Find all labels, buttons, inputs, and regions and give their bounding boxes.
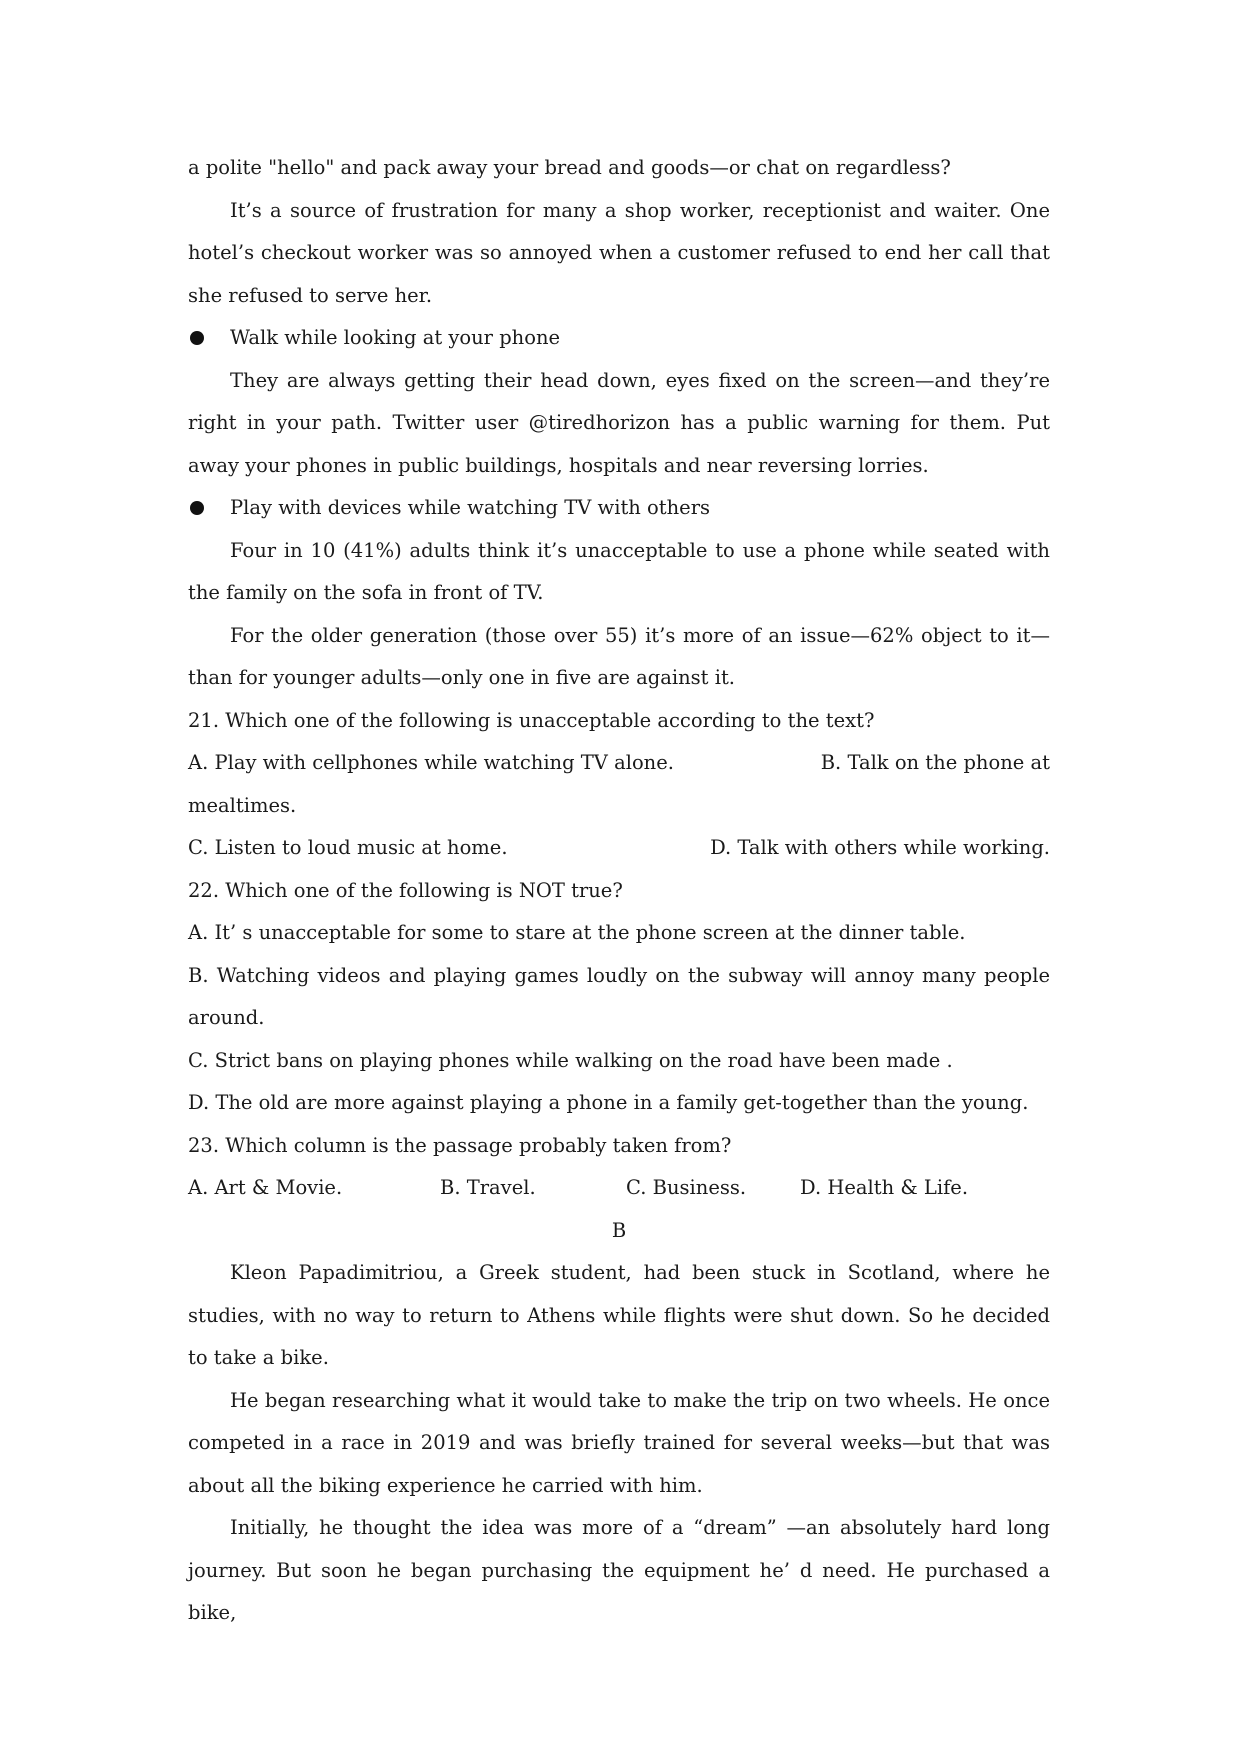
question-stem: 22. Which one of the following is NOT true? — [188, 878, 623, 902]
question-options-row — [188, 827, 1050, 870]
paragraph-four-in-ten: Four in 10 (41%) adults think it’s unacceptable to use a phone while seated with the family on the sofa in front of TV. — [188, 538, 1050, 604]
option-d: D. Talk with others while working. — [710, 836, 1050, 859]
option-b-continuation: mealtimes. — [188, 793, 297, 817]
option-b: B. Talk on the phone at — [820, 751, 1050, 774]
paragraph-kleon: Kleon Papadimitriou, a Greek student, had been stuck in Scotland, where he studies, with no way to return to Athens while flights were shut down. So he decided to take a bike. — [188, 1261, 1050, 1369]
document-page — [188, 147, 1050, 1635]
option-a: A. Art & Movie. — [188, 1176, 343, 1199]
option-a: A. Play with cellphones while watching TV alone. — [188, 751, 674, 774]
option-d: D. The old are more against playing a phone in a family get-together than the young. — [188, 1091, 1029, 1114]
option-b: B. Watching videos and playing games loudly on the subway will annoy many people around. — [188, 963, 1050, 1029]
bullet-item-play — [188, 487, 1050, 530]
question-stem: 23. Which column is the passage probably taken from? — [188, 1133, 732, 1157]
paragraph-frustration: It’s a source of frustration for many a shop worker, receptionist and waiter. One hotel’s checkout worker was so annoyed when a customer refused to end her call that she refused to serve her. — [188, 198, 1050, 307]
bullet-item-walk — [188, 317, 1050, 360]
option-c: C. Listen to loud music at home. — [188, 836, 508, 859]
paragraph-older-generation: For the older generation (those over 55) it’s more of an issue—62% object to it—than for younger adults—only one in five are against it. — [188, 623, 1050, 689]
paragraph-research: He began researching what it would take to make the trip on two wheels. He once competed in a race in 2019 and was briefly trained for several weeks—but that was about all the biking experience he carried with him. — [188, 1388, 1050, 1497]
option-b: B. Travel. — [440, 1176, 536, 1199]
bullet-dot-icon — [190, 331, 204, 345]
text-line: a polite "hello" and pack away your bread and goods—or chat on regardless? — [188, 156, 951, 179]
question-options-row — [188, 742, 1050, 785]
bullet-dot-icon — [190, 501, 204, 515]
option-a: A. It’ s unacceptable for some to stare at the phone screen at the dinner table. — [188, 921, 966, 944]
section-heading: B — [611, 1218, 627, 1242]
question-options-row — [188, 1167, 1050, 1210]
paragraph-walk: They are always getting their head down, eyes fixed on the screen—and they’re right in your path. Twitter user @tiredhorizon has a public warning for them. Put away your phones in public buildings, hospitals and near reversing lorries. — [188, 368, 1050, 477]
option-c: C. Strict bans on playing phones while walking on the road have been made . — [188, 1048, 953, 1072]
paragraph-initially: Initially, he thought the idea was more of a “dream” —an absolutely hard long journey. But soon he began purchasing the equipment he’ d need. He purchased a bike, — [188, 1516, 1050, 1624]
option-c: C. Business. — [626, 1176, 747, 1199]
bullet-label: Play with devices while watching TV with others — [230, 496, 711, 519]
bullet-label: Walk while looking at your phone — [230, 326, 561, 349]
option-d: D. Health & Life. — [800, 1176, 969, 1199]
question-stem: 21. Which one of the following is unacceptable according to the text? — [188, 708, 875, 732]
